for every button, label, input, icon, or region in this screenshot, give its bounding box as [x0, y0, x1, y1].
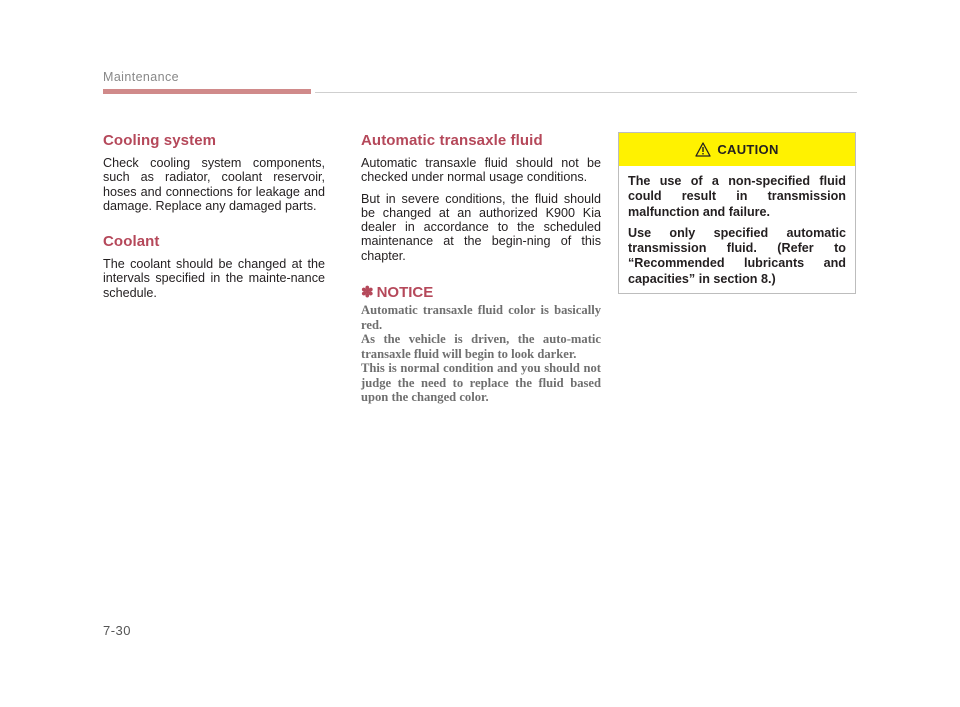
caution-paragraph-1: The use of a non-specified fluid could result in transmission malfunction and failure.	[628, 174, 846, 219]
page-number: 7-30	[103, 623, 132, 638]
caution-header	[619, 133, 855, 166]
header-accent-rule	[103, 89, 311, 94]
notice-star-icon: ✽	[361, 284, 374, 302]
notice-line: As the vehicle is driven, the auto-matic transaxle fluid will begin to look darker.	[361, 332, 601, 361]
paragraph-transaxle-1: Automatic transaxle fluid should not be checked under normal usage conditions.	[361, 156, 601, 185]
notice-label: NOTICE	[376, 284, 434, 302]
warning-triangle-icon	[695, 142, 711, 157]
heading-automatic-transaxle-fluid: Automatic transaxle fluid	[361, 132, 543, 149]
caution-box	[618, 132, 856, 294]
column-cooling	[103, 132, 325, 307]
notice-title	[361, 283, 601, 301]
header-rule-line	[315, 92, 857, 93]
notice-line: Automatic transaxle fluid color is basically red.	[361, 303, 601, 332]
paragraph-transaxle-2: But in severe conditions, the fluid should be changed at an authorized K900 Kia dealer in accordance to the scheduled maintenance at the begin-ning of this chapter.	[361, 191, 601, 263]
running-header: Maintenance	[103, 70, 179, 84]
column-transaxle	[361, 132, 601, 405]
caution-label: CAUTION	[717, 142, 779, 157]
paragraph-cooling-system: Check cooling system components, such as radiator, coolant reservoir, hoses and connections for leakage and damage. Replace any damaged parts.	[103, 156, 325, 213]
heading-coolant: Coolant	[103, 233, 160, 251]
caution-paragraph-2: Use only specified automatic transmission fluid. (Refer to “Recommended lubricants and capacities” in section 8.)	[628, 225, 846, 286]
caution-body	[619, 166, 855, 287]
notice-line: This is normal condition and you should not judge the need to replace the fluid based upon the changed color.	[361, 361, 601, 405]
paragraph-coolant: The coolant should be changed at the intervals specified in the mainte-nance schedule.	[103, 257, 325, 300]
heading-cooling-system: Cooling system	[103, 132, 217, 149]
